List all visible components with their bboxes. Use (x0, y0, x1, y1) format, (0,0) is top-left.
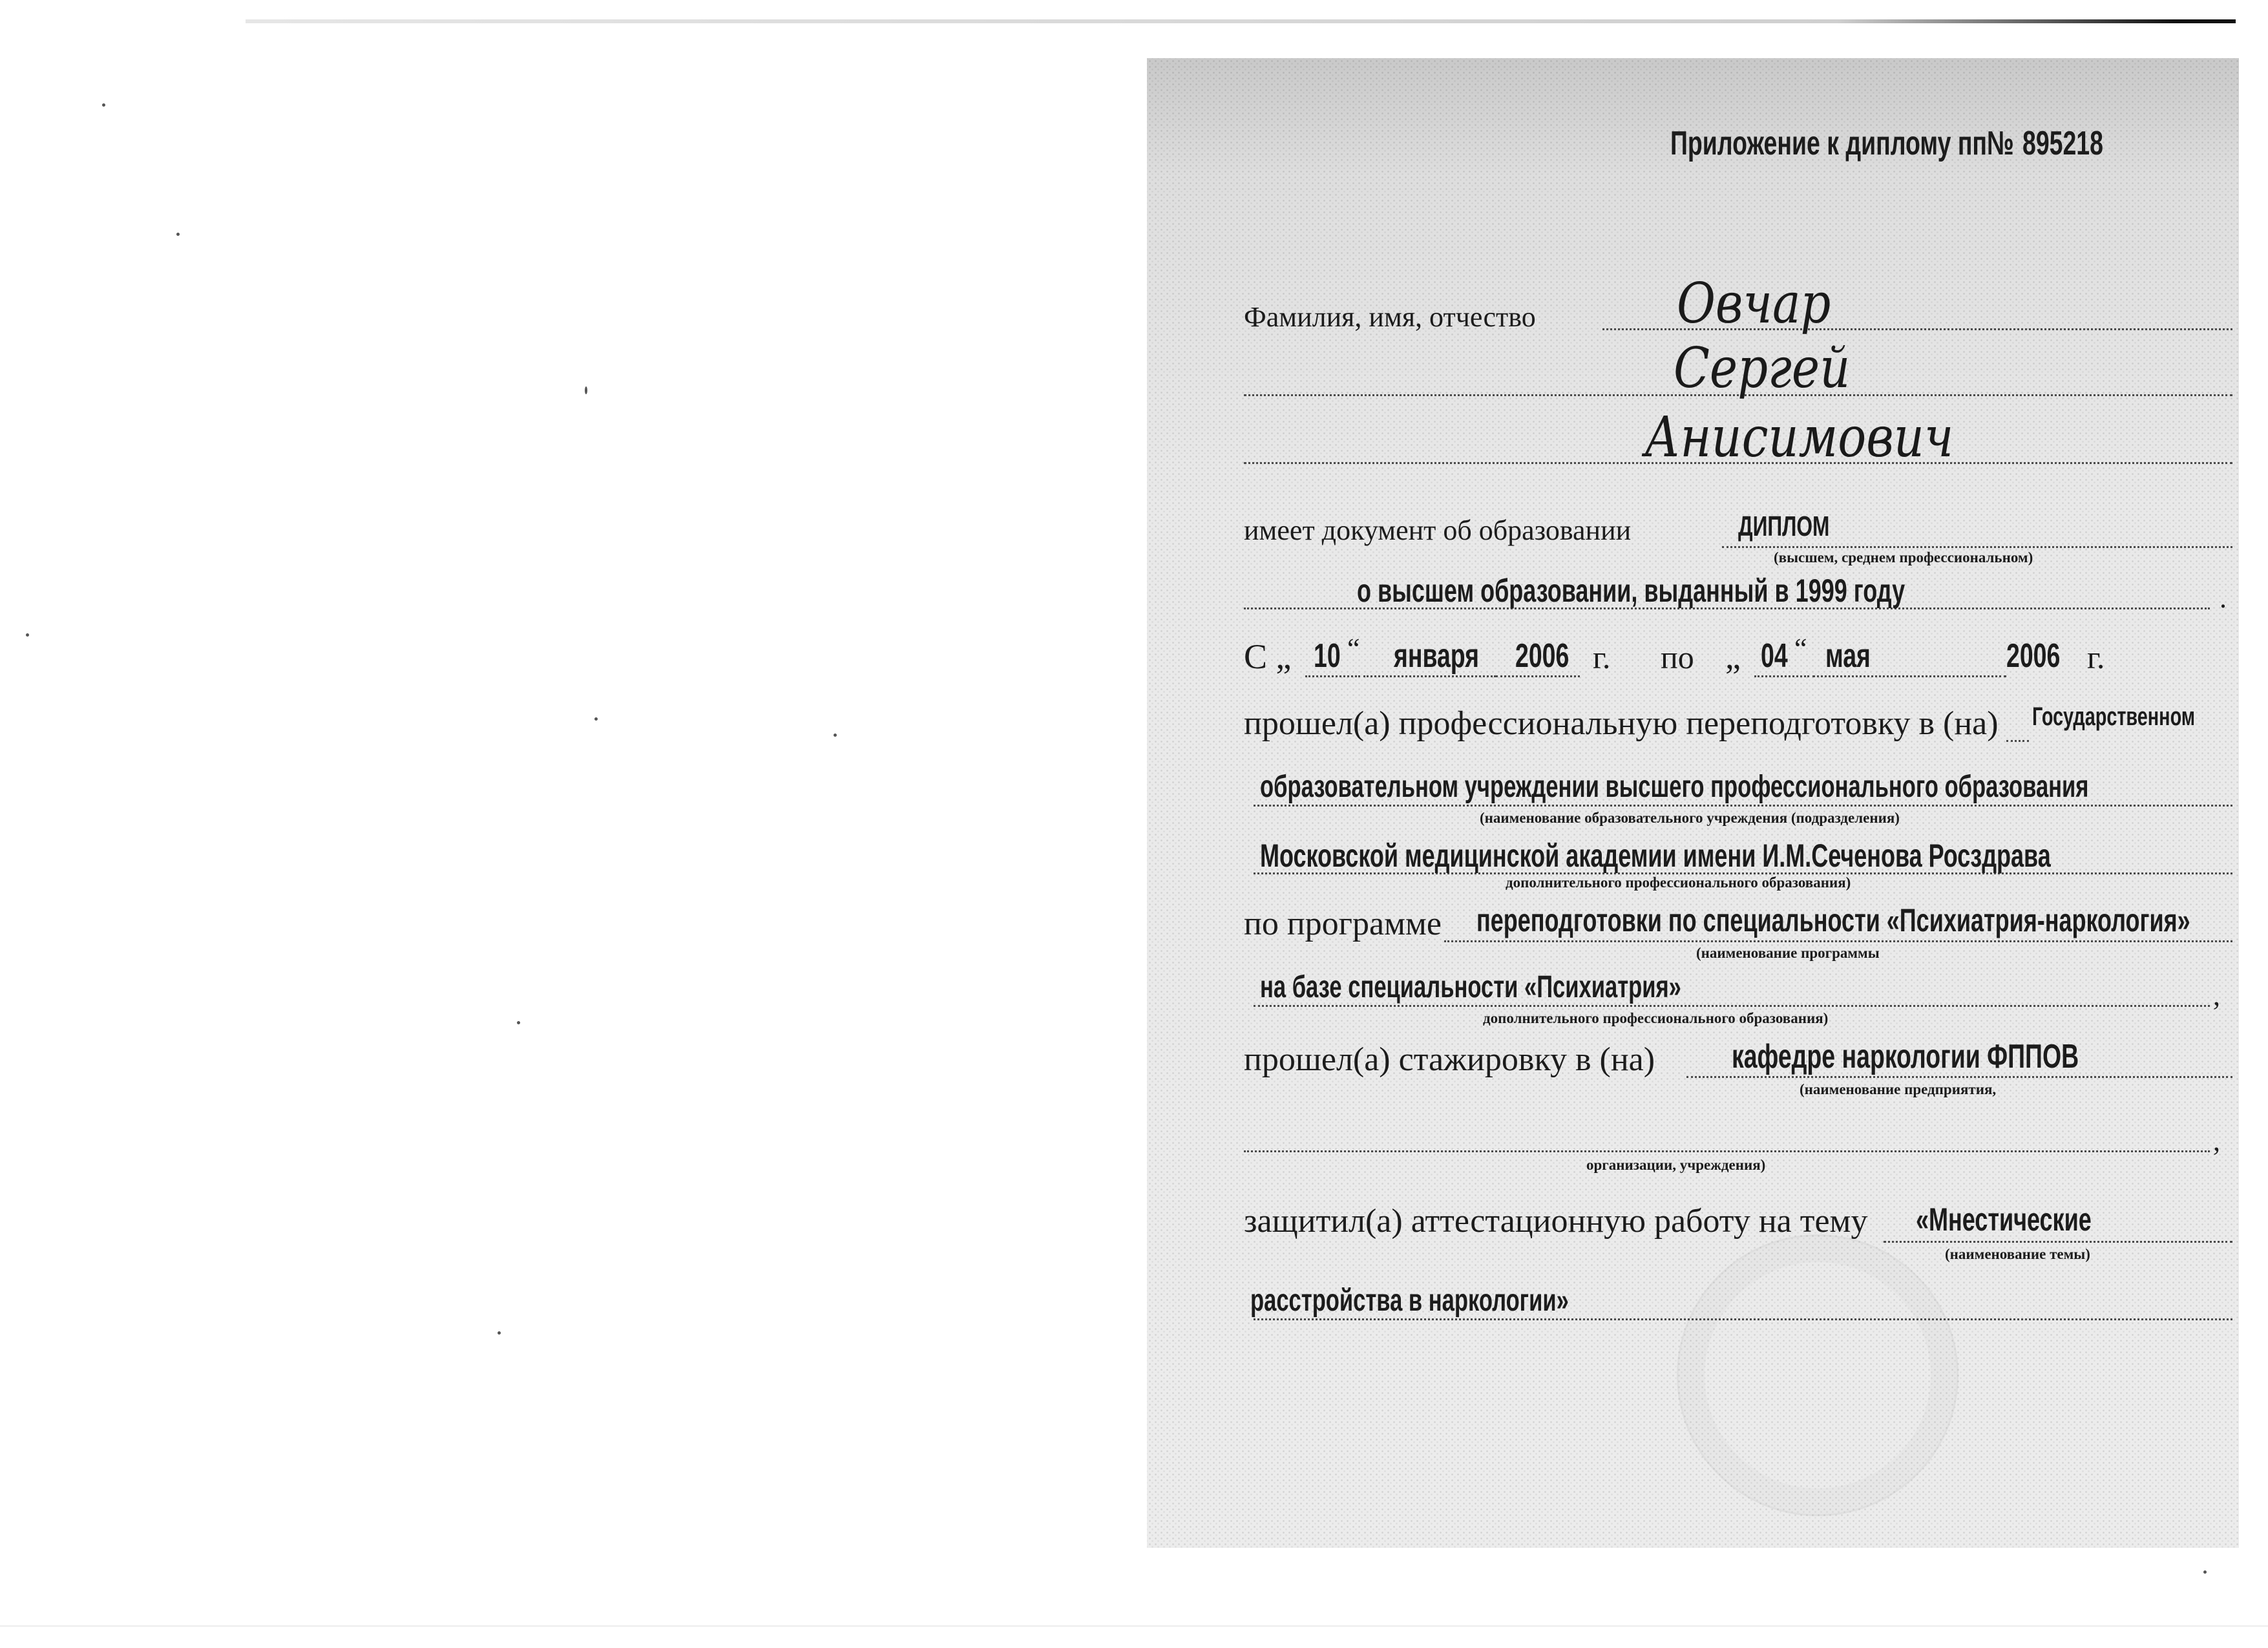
scan-speck (102, 103, 105, 107)
thesis-label: защитил(а) аттестационную работу на тему (1244, 1203, 1868, 1240)
scan-speck (498, 1331, 501, 1335)
thesis-caption: (наименование темы) (1945, 1246, 2090, 1262)
program-label: по программе (1244, 905, 1442, 942)
training-line-0 (2006, 740, 2029, 742)
program-caption-2: дополнительного профессионального образования) (1483, 1010, 1829, 1026)
thesis-value-2: расстройства в наркологии» (1250, 1284, 1569, 1318)
thesis-line-2 (1254, 1318, 2232, 1320)
period-to-open: „ (1725, 637, 1741, 676)
scan-speck (594, 717, 598, 721)
surname-value: Овчар (1677, 271, 1831, 336)
period-from-year: 2006 (1515, 637, 1570, 675)
period-from-month-line (1363, 675, 1496, 677)
period-year-suffix-1: г. (1593, 639, 1611, 675)
document-label: имеет документ об образовании (1244, 514, 1632, 546)
internship-line-1 (1686, 1076, 2232, 1078)
document-line-2-end: . (2220, 582, 2227, 614)
sheet-content (1244, 58, 2232, 1548)
training-line-1 (1254, 805, 2232, 807)
document-value: ДИПЛОМ (1738, 511, 1830, 542)
training-caption-1: (наименование образовательного учреждения (подразделения) (1480, 810, 1900, 826)
period-to-month: мая (1825, 637, 1871, 675)
period-from-label: С „ (1244, 637, 1292, 676)
scan-speck (517, 1021, 520, 1024)
internship-label: прошел(а) стажировку в (на) (1244, 1041, 1655, 1078)
program-caption-1: (наименование программы (1696, 945, 1880, 961)
internship-caption-1: (наименование предприятия, (1800, 1081, 1997, 1097)
scan-speck (585, 386, 587, 394)
period-to-quote: “ (1794, 633, 1807, 664)
scan-speck (834, 734, 837, 737)
period-from-year-line (1496, 675, 1580, 677)
first-name-value: Сергей (1674, 336, 1851, 401)
program-line-2 (1254, 1005, 2210, 1007)
header-number: 895218 (2022, 125, 2103, 162)
period-year-suffix-2: г. (2087, 639, 2105, 675)
scan-bottom-edge (0, 1625, 2268, 1627)
period-from-day-line (1305, 675, 1360, 677)
internship-caption-2: организации, учреждения) (1586, 1157, 1766, 1173)
document-line-1 (1722, 546, 2232, 548)
period-to-month-line (1812, 675, 2006, 677)
training-label: прошел(а) профессиональную переподготовку в (на) (1244, 705, 1999, 742)
name-label: Фамилия, имя, отчество (1244, 301, 1536, 333)
thesis-line-1 (1884, 1241, 2232, 1243)
scan-top-edge (246, 19, 2236, 23)
period-from-month: января (1394, 637, 1480, 675)
training-value-2: образовательном учреждении высшего профессионального образования (1260, 770, 2089, 804)
internship-value: кафедре наркологии ФППОВ (1732, 1038, 2079, 1075)
scan-speck (176, 233, 180, 236)
period-from-quote: “ (1347, 633, 1360, 664)
patronymic-value: Анисимович (1644, 405, 1954, 470)
scan-speck (2203, 1570, 2207, 1574)
period-from-day: 10 (1314, 637, 1341, 675)
diploma-appendix-sheet (1147, 58, 2239, 1548)
program-value-2-end: , (2213, 980, 2220, 1011)
thesis-value-1: «Мнестические (1916, 1201, 2092, 1238)
internship-line-2-end: , (2213, 1125, 2220, 1157)
program-value-1: переподготовки по специальности «Психиатрия-наркология» (1476, 902, 2190, 938)
document-caption: (высшем, среднем профессиональном) (1774, 549, 2033, 565)
training-caption-2: дополнительного профессионального образования) (1506, 874, 1851, 891)
program-line-1 (1444, 940, 2232, 942)
program-value-2: на базе специальности «Психиатрия» (1260, 970, 1681, 1004)
scan-speck (26, 633, 29, 637)
period-to-label: по (1661, 639, 1694, 675)
document-line-2-text: о высшем образовании, выданный в 1999 году (1357, 573, 1906, 609)
header-title: Приложение к диплому пп№ (1670, 125, 2014, 162)
period-to-day: 04 (1761, 637, 1788, 675)
period-to-day-line (1754, 675, 1809, 677)
training-value-1: Государственном (2032, 703, 2196, 731)
training-value-3: Московской медицинской академии имени И.М.Сеченова Росздрава (1260, 838, 2051, 874)
internship-line-2 (1244, 1150, 2210, 1152)
period-to-year: 2006 (2006, 637, 2061, 675)
